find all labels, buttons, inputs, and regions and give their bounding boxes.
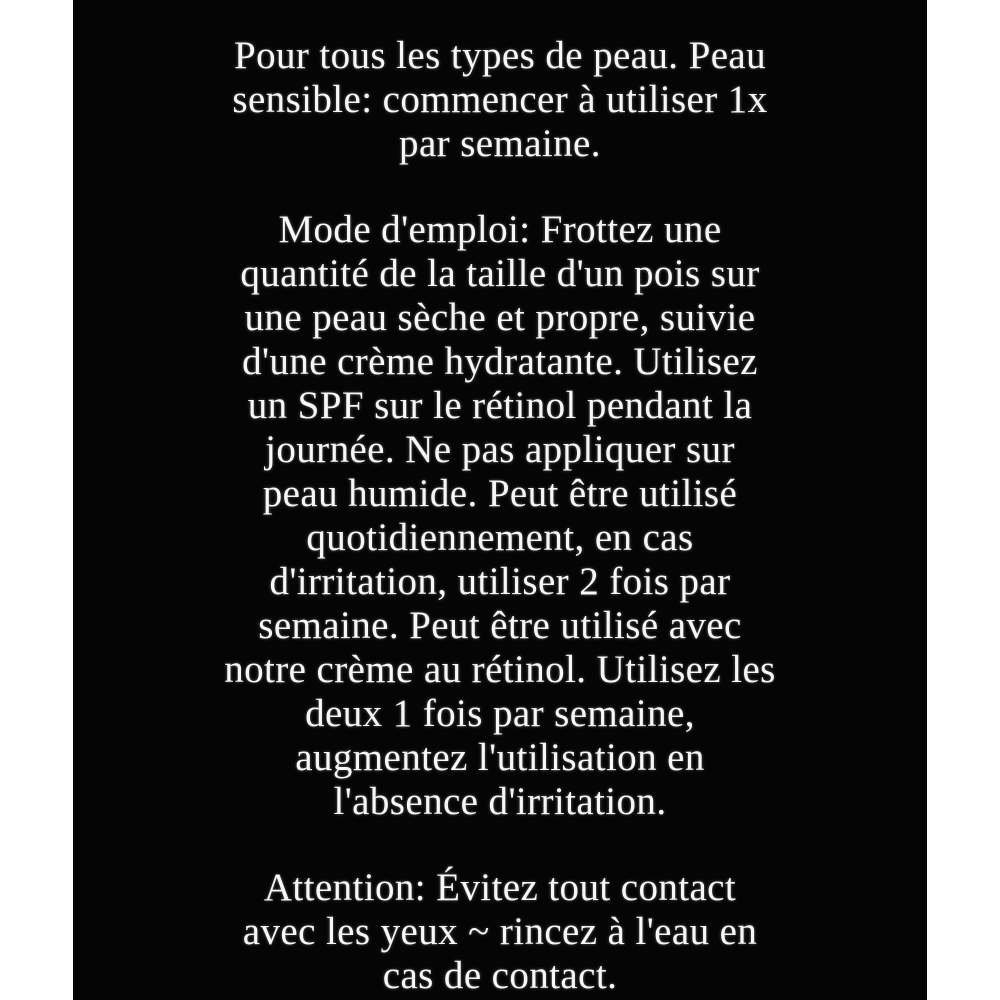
label-text-line: l'absence d'irritation.: [333, 780, 667, 823]
intro-paragraph: [73, 34, 927, 166]
label-text-line: un SPF sur le rétinol pendant la: [247, 384, 753, 427]
label-text-line: par semaine.: [399, 122, 601, 165]
label-text-line: quotidiennement, en cas: [306, 516, 694, 559]
label-text-line: cas de contact.: [382, 954, 618, 997]
warning-paragraph: [73, 866, 927, 998]
label-text-line: avec les yeux ~ rincez à l'eau en: [242, 910, 758, 953]
label-text-line: d'une crème hydratante. Utilisez: [242, 340, 758, 383]
label-text-line: sensible: commencer à utiliser 1x: [232, 78, 768, 121]
label-text-line: Attention: Évitez tout contact: [263, 866, 737, 909]
directions-paragraph: [73, 208, 927, 824]
label-text-line: Mode d'emploi: Frottez une: [278, 208, 722, 251]
label-text-line: semaine. Peut être utilisé avec: [258, 604, 742, 647]
label-text-line: notre crème au rétinol. Utilisez les: [224, 648, 776, 691]
label-text-line: deux 1 fois par semaine,: [305, 692, 695, 735]
label-text-line: Pour tous les types de peau. Peau: [233, 34, 767, 77]
label-text-line: une peau sèche et propre, suivie: [244, 296, 756, 339]
label-text-content: [73, 0, 927, 1000]
label-text-line: d'irritation, utiliser 2 fois par: [269, 560, 731, 603]
label-text-line: quantité de la taille d'un pois sur: [240, 252, 760, 295]
label-text-line: journée. Ne pas appliquer sur: [265, 428, 735, 471]
label-text-line: augmentez l'utilisation en: [295, 736, 705, 779]
right-white-margin: [927, 0, 1000, 1000]
left-white-margin: [0, 0, 73, 1000]
label-text-line: peau humide. Peut être utilisé: [262, 472, 738, 515]
